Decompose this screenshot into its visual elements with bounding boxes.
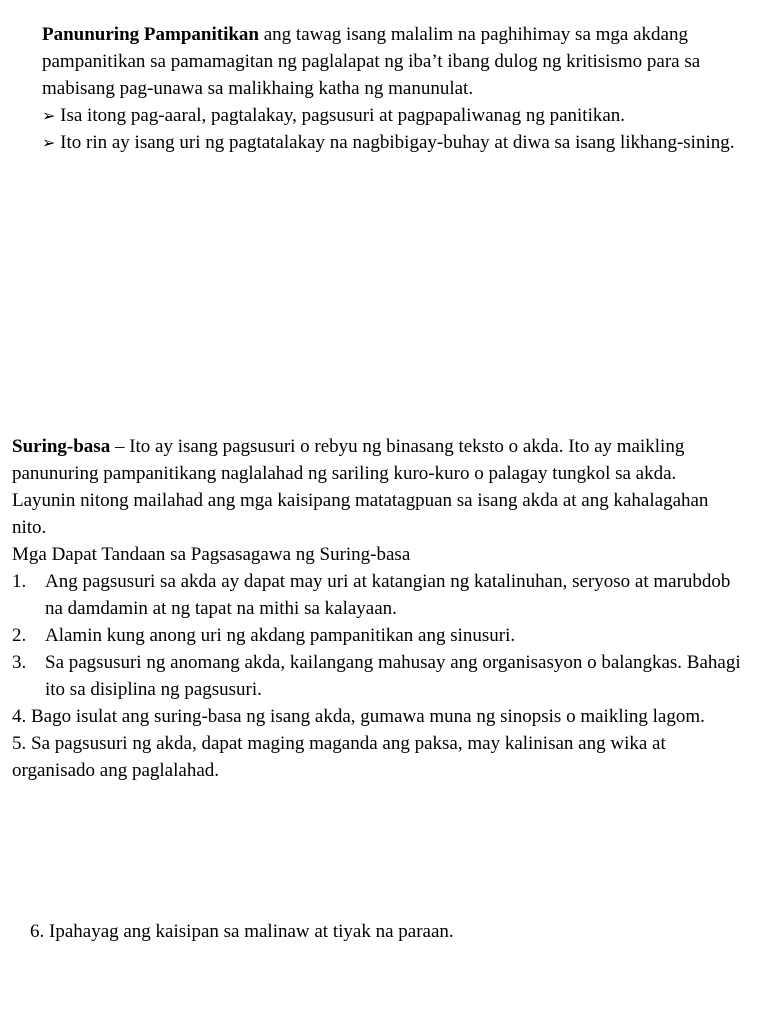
intro-definition-text: ang tawag isang malalim na paghihimay sa mga akdang pampanitikan sa pamamagitan ng paglalapat ng iba’t ibang dulog ng kritisismo para sa mabisang pag-unawa sa malikhaing katha ng manunulat. [42, 24, 701, 99]
suring-basa-section [12, 433, 742, 784]
intro-bullet [42, 129, 742, 156]
list-item [12, 622, 742, 649]
arrow-bullet-icon: ➢ [42, 133, 56, 152]
numbered-list [12, 568, 742, 703]
list-item [12, 568, 742, 622]
list-item-text: Ang pagsusuri sa akda ay dapat may uri at katangian ng katalinuhan, seryoso at marubdob na damdamin at ng tapat na mithi sa kalayaan. [45, 571, 731, 619]
list-item-text: Alamin kung anong uri ng akdang pampanitikan ang sinusuri. [45, 625, 516, 646]
list-item-number: 1. [12, 571, 27, 592]
suring-basa-definition-text: – Ito ay isang pagsusuri o rebyu ng binasang teksto o akda. Ito ay maikling panunuring pampanitikang naglalahad ng sariling kuro-kuro o palagay tungkol sa akda. Layunin nitong mailahad ang mga kaisipang matatagpuan sa isang akda at ang kahalagahan nito. [12, 436, 709, 538]
suring-basa-definition [12, 433, 742, 541]
list-item-text: Sa pagsusuri ng anomang akda, kailangang mahusay ang organisasyon o balangkas. Bahagi ito sa disiplina ng pagsusuri. [45, 652, 741, 700]
intro-section [42, 21, 742, 156]
list-heading: Mga Dapat Tandaan sa Pagsasagawa ng Suring-basa [12, 544, 411, 565]
list-item: 4. Bago isulat ang suring-basa ng isang akda, gumawa muna ng sinopsis o maikling lagom. [12, 706, 705, 727]
list-item-number: 2. [12, 625, 27, 646]
term-suring-basa: Suring-basa [12, 436, 111, 457]
term-panunuring-pampanitikan: Panunuring Pampanitikan [42, 24, 259, 45]
list-item [12, 649, 742, 703]
intro-bullet [42, 102, 742, 129]
intro-bullet-text: Isa itong pag-aaral, pagtalakay, pagsusuri at pagpapaliwanag ng panitikan. [55, 105, 626, 126]
list-item: 6. Ipahayag ang kaisipan sa malinaw at tiyak na paraan. [30, 921, 454, 942]
arrow-bullet-icon: ➢ [42, 106, 56, 125]
intro-definition [42, 21, 742, 102]
intro-bullet-text: Ito rin ay isang uri ng pagtatalakay na nagbibigay-buhay at diwa sa isang likhang-sining. [55, 132, 735, 153]
list-item-number: 3. [12, 652, 27, 673]
continuation-section [30, 918, 742, 945]
list-item: 5. Sa pagsusuri ng akda, dapat maging maganda ang paksa, may kalinisan ang wika at organisado ang paglalahad. [12, 733, 666, 781]
